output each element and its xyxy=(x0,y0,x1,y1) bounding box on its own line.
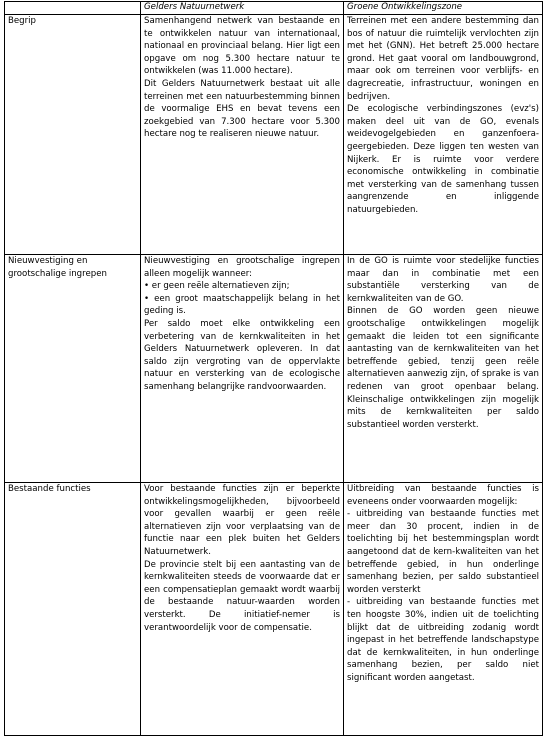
paragraph: De provincie stelt bij een aantasting van de kernkwaliteiten steeds de voorwaarde dat er een compensatieplan gemaakt wordt waarbij de bestaande natuur-waarden worden versterkt. De initiatief-nemer is verantwoordelijk voor de compensatie. xyxy=(144,559,340,633)
go-cell xyxy=(344,15,543,255)
gnn-cell xyxy=(141,255,344,483)
paragraph: Nieuwvestiging en grootschalige ingrepen alleen mogelijk wanneer: xyxy=(144,256,340,279)
header-go: Groene Ontwikkelingszone xyxy=(344,2,543,15)
paragraph: Binnen de GO worden geen nieuwe grootschalige ontwikkelingen mogelijk gemaakt die leiden tot een significante aantasting van de kernkwaliteiten van het betreffende gebied, tenzij geen reële alternatieven aanwezig zijn, of sprake is van redenen van groot openbaar belang. Kleinschalige ontwikkelingen zijn mogelijk mits de kernkwaliteiten per saldo substantieel worden versterkt. xyxy=(347,306,539,430)
header-gnn: Gelders Natuurnetwerk xyxy=(141,2,344,15)
row-label: Bestaande functies xyxy=(5,483,141,736)
header-empty xyxy=(5,2,141,15)
list-item: - uitbreiding van bestaande functies met meer dan 30 procent, indien in de toelichting bij het bestemmingsplan wordt aangetoond dat de kern-kwaliteiten van het betreffende gebied, in hun onderlinge samenhang bezien, per saldo substantieel worden versterkt xyxy=(347,509,539,595)
list-item: - uitbreiding van bestaande functies met ten hoogste 30%, indien uit de toelichting blijkt dat de uitbreiding zodanig wordt ingepast in het betreffende landschapstype dat de kernkwaliteiten, in hun onderlinge samenhang bezien, per saldo niet significant worden aangetast. xyxy=(347,597,539,683)
paragraph: Voor bestaande functies zijn er beperkte ontwikkelingsmogelijkheden, bijvoorbeeld voor gevallen waarbij er geen reële alternatieven zijn voor verplaatsing van de functie naar een plek buiten het Gelders Natuurnetwerk. xyxy=(144,484,340,557)
paragraph: Dit Gelders Natuurnetwerk bestaat uit alle terreinen met een natuurbestemming binnen de voormalige EHS en bevat tevens een zoekgebied van 7.300 hectare voor 5.300 hectare nog te realiseren nieuwe natuur. xyxy=(144,78,340,140)
paragraph: Terreinen met een andere bestemming dan bos of natuur die ruimtelijk vervlochten zijn met het (GNN). Het betreft 25.000 hectare grond. Het gaat vooral om landbouwgrond, maar ook om terreinen voor verblijfs- en dagrecreatie, infrastructuur, woningen en bedrijven. xyxy=(347,16,539,102)
comparison-table xyxy=(4,1,543,736)
paragraph: Per saldo moet elke ontwikkeling een verbetering van de kernkwaliteiten in het Gelders Natuurnetwerk opleveren. In dat saldo zijn vergroting van de oppervlakte natuur en versterking van de ecologische samenhang belangrijke randvoorwaarden. xyxy=(144,318,340,392)
paragraph: Uitbreiding van bestaande functies is eveneens onder voorwaarden mogelijk: xyxy=(347,484,539,507)
table-row xyxy=(5,15,543,255)
go-cell xyxy=(344,483,543,736)
row-label: Begrip xyxy=(5,15,141,255)
paragraph: Samenhangend netwerk van bestaande en te ontwikkelen natuur van internationaal, nationaal en provinciaal belang. Hier ligt een opgave om nog 5.300 hectare natuur te ontwikkelen (was 11.000 hectare). xyxy=(144,16,340,77)
paragraph: De ecologische verbindingszones (evz's) maken deel uit van de GO, evenals weidevogelgebieden en ganzenfoera-geergebieden. Deze liggen ten westen van Nijkerk. Er is ruimte voor verdere economische ontwikkeling in combinatie met versterking van de samenhang tussen aangrenzende en inliggende natuurgebieden. xyxy=(347,104,539,215)
go-cell xyxy=(344,255,543,483)
header-row xyxy=(5,2,543,15)
gnn-cell xyxy=(141,15,344,255)
gnn-cell xyxy=(141,483,344,736)
row-label: Nieuwvestiging en grootschalige ingrepen xyxy=(5,255,141,483)
table-row xyxy=(5,483,543,736)
bullet-item: • er geen reële alternatieven zijn; xyxy=(144,281,290,292)
paragraph: In de GO is ruimte voor stedelijke functies maar dan in combinatie met een substantiële versterking van de kernkwaliteiten van de GO. xyxy=(347,256,539,304)
table-row xyxy=(5,255,543,483)
bullet-item: • een groot maatschappelijk belang in het geding is. xyxy=(144,293,340,317)
